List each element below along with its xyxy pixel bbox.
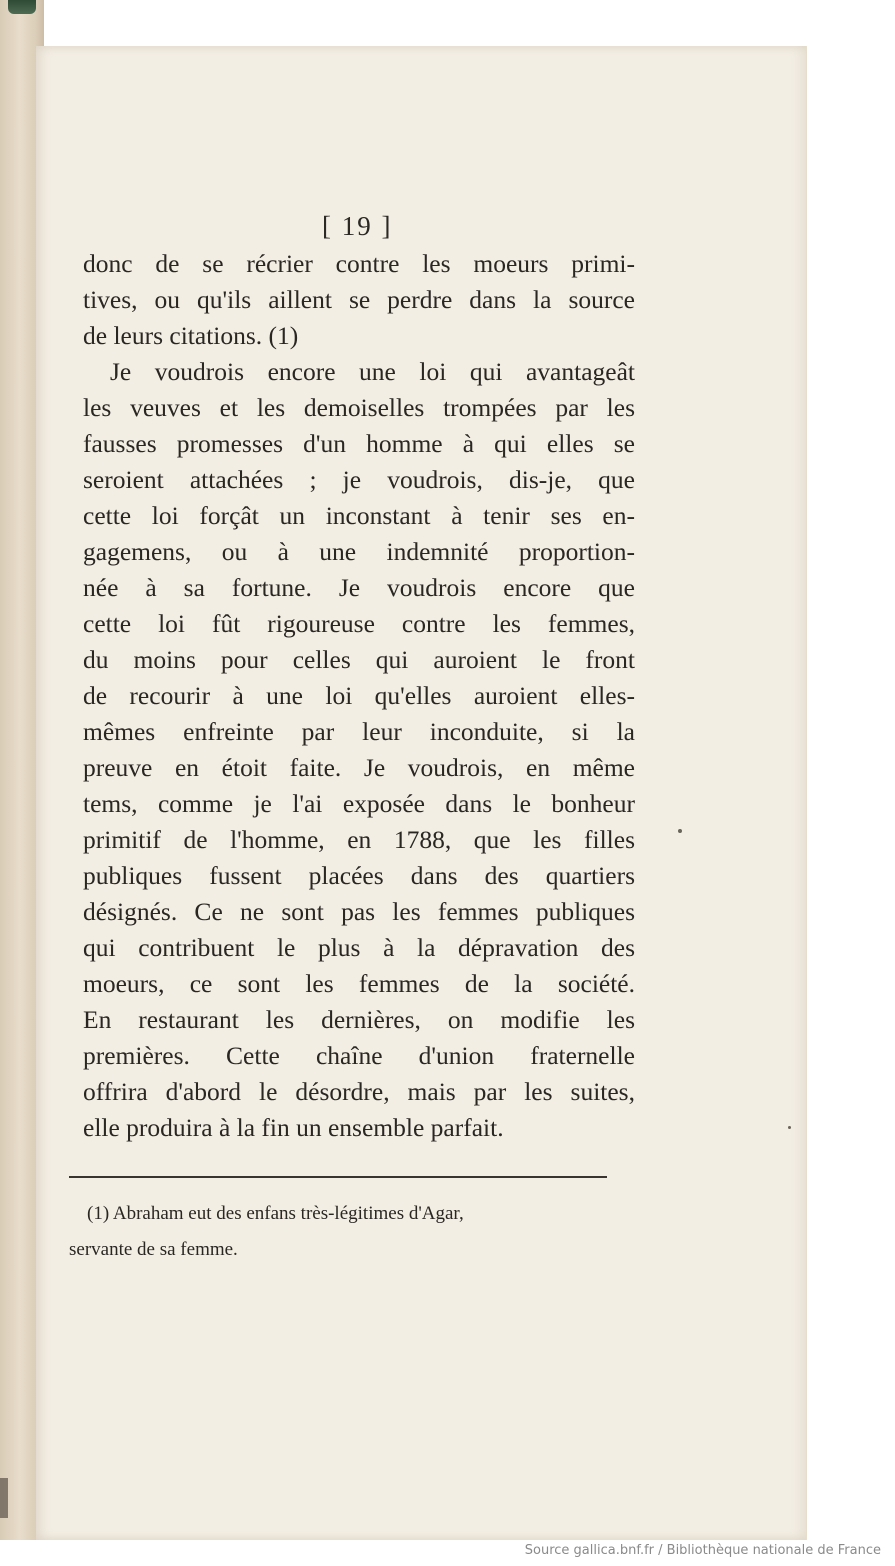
paper-speck — [788, 1126, 791, 1129]
text-line: cette loi forçât un inconstant à tenir ses en- — [83, 501, 635, 530]
footnote-line: servante de sa femme. — [69, 1239, 238, 1260]
binding-clip — [0, 1478, 8, 1518]
text-line: du moins pour celles qui auroient le front — [83, 645, 635, 674]
text-line: de recourir à une loi qu'elles auroient elles- — [83, 681, 635, 710]
body-text — [83, 246, 635, 1146]
text-line: Je voudrois encore une loi qui avantageât — [110, 357, 635, 386]
paper-page — [36, 46, 807, 1540]
text-line: primitif de l'homme, en 1788, que les filles — [83, 825, 635, 854]
text-line: premières. Cette chaîne d'union fraternelle — [83, 1041, 635, 1070]
text-line: de leurs citations. (1) — [83, 321, 299, 350]
text-line: offrira d'abord le désordre, mais par les suites, — [83, 1077, 635, 1106]
text-line: gagemens, ou à une indemnité proportion- — [83, 537, 635, 566]
text-line: les veuves et les demoiselles trompées par les — [83, 393, 635, 422]
footnote — [69, 1196, 621, 1268]
text-line: moeurs, ce sont les femmes de la société. — [83, 969, 635, 998]
text-line: mêmes enfreinte par leur inconduite, si la — [83, 717, 635, 746]
text-line: cette loi fût rigoureuse contre les femmes, — [83, 609, 635, 638]
footnote-line: (1) Abraham eut des enfans très-légitimes d'Agar, — [87, 1203, 464, 1224]
text-line: preuve en étoit faite. Je voudrois, en même — [83, 753, 635, 782]
footnote-separator — [69, 1176, 607, 1178]
text-line: elle produira à la fin un ensemble parfait. — [83, 1113, 504, 1142]
page-number: [ 19 ] — [322, 211, 393, 241]
text-line: En restaurant les dernières, on modifie les — [83, 1005, 635, 1034]
text-line: tives, ou qu'ils aillent se perdre dans la source — [83, 285, 635, 314]
text-line: tems, comme je l'ai exposée dans le bonheur — [83, 789, 635, 818]
text-line: donc de se récrier contre les moeurs primi- — [83, 249, 635, 278]
paper-speck — [678, 829, 682, 833]
text-line: désignés. Ce ne sont pas les femmes publiques — [83, 897, 635, 926]
text-line: publiques fussent placées dans des quartiers — [83, 861, 635, 890]
text-line: seroient attachées ; je voudrois, dis-je, que — [83, 465, 635, 494]
text-line: fausses promesses d'un homme à qui elles se — [83, 429, 635, 458]
text-line: née à sa fortune. Je voudrois encore que — [83, 573, 635, 602]
source-credit: Source gallica.bnf.fr / Bibliothèque nationale de France — [524, 1543, 881, 1558]
ribbon-marker — [8, 0, 36, 14]
text-line: qui contribuent le plus à la dépravation des — [83, 933, 635, 962]
